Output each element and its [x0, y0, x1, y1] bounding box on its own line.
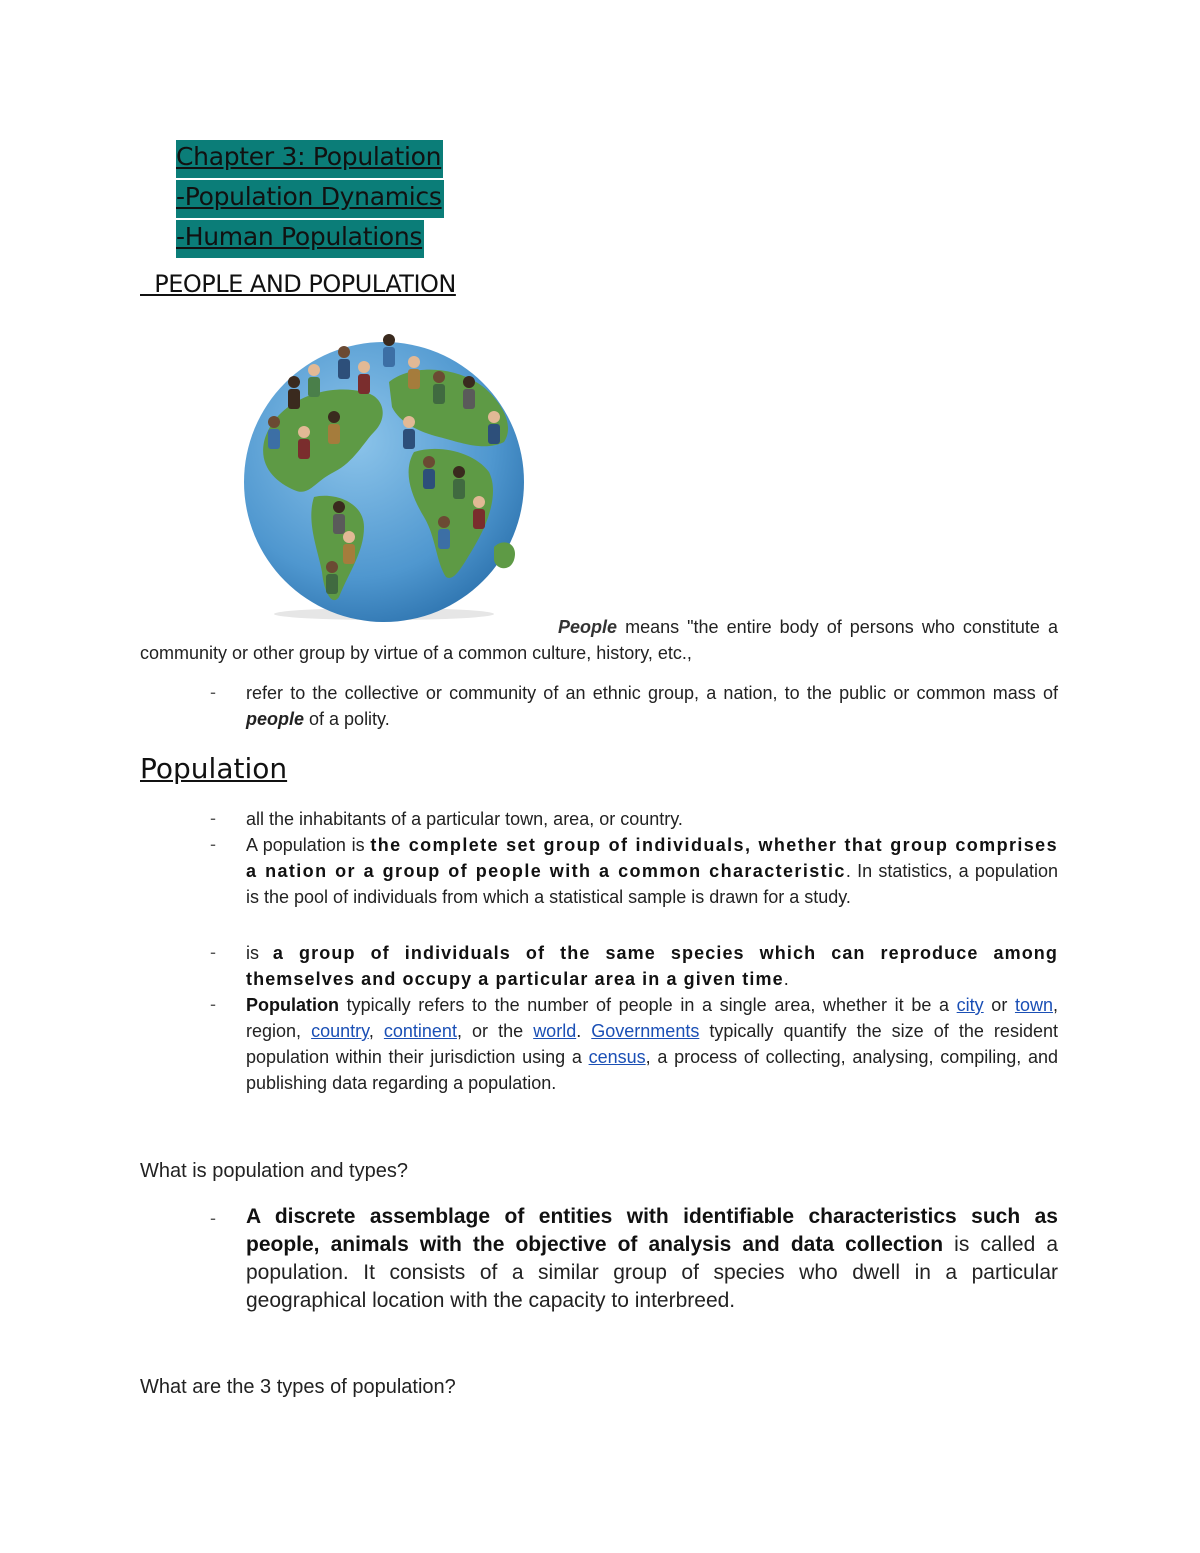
- answer-text: is called a population. It consists of a similar group of species who dwell in a particular geographical location with the capacity to interbreed.: [246, 1233, 1059, 1312]
- question-three-types-of-population: What are the 3 types of population?: [140, 1376, 456, 1398]
- population-bullet-4-bold: Population: [246, 995, 339, 1015]
- people-bullet-emphasis: people: [246, 709, 305, 729]
- people-bullet-item: [246, 680, 1058, 732]
- link-world[interactable]: world: [533, 1021, 577, 1041]
- link-country[interactable]: country: [311, 1021, 369, 1041]
- chapter-title-block: [176, 140, 444, 258]
- people-definition: [140, 614, 1058, 666]
- population-bullet-4-text: , or the: [456, 1021, 534, 1041]
- subtitle-population-dynamics: -Population Dynamics: [176, 180, 444, 218]
- answer-population-definition: [246, 1203, 1058, 1315]
- population-bullet-3-bold: a group of individuals of the same species which can reproduce among themselves and occupy a particular area in a given time: [246, 943, 1058, 989]
- link-governments[interactable]: Governments: [591, 1021, 700, 1041]
- bullet-dash: -: [210, 808, 216, 828]
- people-bullet-text-end: of a polity.: [304, 709, 390, 729]
- subtitle-human-populations: -Human Populations: [176, 220, 424, 258]
- madagascar-shape: [494, 542, 515, 568]
- population-bullet-4-text: , region,: [246, 995, 1058, 1041]
- population-bullet-4: [246, 992, 1058, 1096]
- population-bullet-4-text: typically quantify the size of the resident population within their jurisdiction using a: [246, 1021, 1058, 1067]
- population-bullet-2: [246, 832, 1058, 910]
- population-heading: Population: [140, 752, 288, 785]
- people-definition-text: means "the entire body of persons who constitute a community or other group by virtue of a common culture, history, etc.,: [140, 617, 1058, 663]
- people-bullet-text: refer to the collective or community of an ethnic group, a nation, to the public or common mass of: [246, 683, 1058, 703]
- globe-with-people-icon: [214, 322, 554, 622]
- bullet-dash: -: [210, 994, 216, 1014]
- population-bullet-4-text: ,: [368, 1021, 384, 1041]
- globe-illustration: [214, 322, 554, 622]
- link-city[interactable]: city: [956, 995, 984, 1015]
- bullet-dash: -: [210, 834, 216, 854]
- link-continent[interactable]: continent: [383, 1021, 457, 1041]
- population-bullet-1-text: all the inhabitants of a particular town, area, or country.: [246, 809, 683, 829]
- population-bullet-2-bold: the complete set group of individuals, whether that group comprises a nation or a group of people with a common characteristic: [246, 835, 1059, 881]
- population-bullet-2-text-end: . In statistics, a population is the pool of individuals from which a statistical sample is drawn for a study.: [246, 861, 1058, 907]
- population-bullet-4-text: .: [576, 1021, 592, 1041]
- question-population-and-types: What is population and types?: [140, 1160, 408, 1182]
- bullet-dash: -: [210, 942, 216, 962]
- population-bullet-4-text: , a process of collecting, analysing, compiling, and publishing data regarding a population.: [246, 1047, 1058, 1093]
- population-bullet-3-text-end: .: [783, 969, 789, 989]
- people-term: People: [558, 617, 618, 637]
- chapter-title: Chapter 3: Population: [176, 140, 443, 178]
- bullet-dash: -: [210, 682, 216, 702]
- section-heading-people-and-population: PEOPLE AND POPULATION: [140, 270, 456, 298]
- population-bullet-3-text: is: [246, 943, 273, 963]
- population-bullet-4-text: typically refers to the number of people in a single area, whether it be a: [339, 995, 957, 1015]
- link-census[interactable]: census: [588, 1047, 646, 1067]
- bullet-dash: -: [210, 1208, 216, 1228]
- link-town[interactable]: town: [1014, 995, 1053, 1015]
- population-bullet-3: [246, 940, 1058, 992]
- population-bullet-1: [246, 806, 1058, 832]
- answer-bold-text: A discrete assemblage of entities with identifiable characteristics such as people, animals with the objective of analysis and data collection: [246, 1205, 1058, 1256]
- population-bullet-2-text: A population is: [246, 835, 371, 855]
- population-bullet-4-text: or: [983, 995, 1015, 1015]
